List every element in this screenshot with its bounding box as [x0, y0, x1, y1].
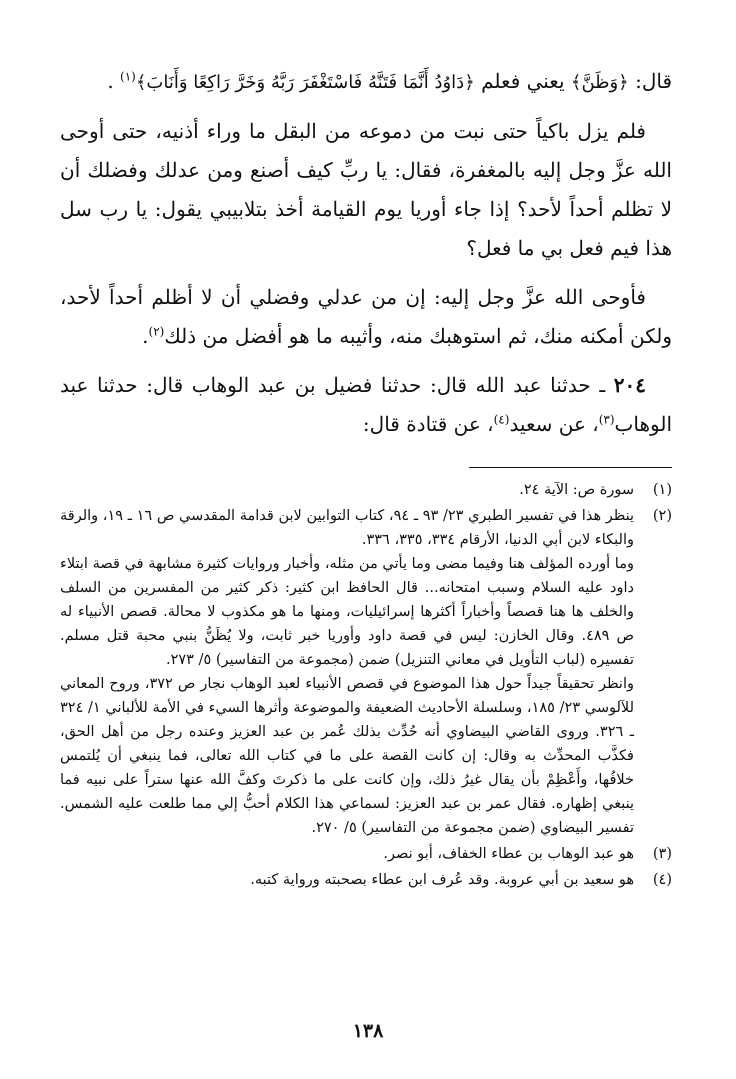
footnote-text: سورة ص: الآية ٢٤. — [519, 482, 634, 498]
page-number: ١٣٨ — [352, 1020, 384, 1042]
ayah-connector: يعني فعلم — [474, 69, 571, 93]
ayah-tail: . — [107, 69, 121, 93]
paragraph-revelation — [60, 278, 672, 356]
footnote-ref-4: (٤) — [493, 412, 510, 427]
footnote-text: ينظر هذا في تفسير الطبري ٢٣/ ٩٣ ـ ٩٤، كتاب التوابين لابن قدامة المقدسي ص ١٦ ـ ١٩، والرقة والبكاء لابن أبي الدنيا، الأرقام ٣٣٤، ٣٣٥، ٣٣٦. — [60, 508, 635, 548]
footnote-text: هو عبد الوهاب بن عطاء الخفاف، أبو نصر. — [383, 846, 634, 862]
isnad-part-3: ، عن قتادة قال: — [362, 412, 494, 436]
footnote-1 — [60, 478, 672, 502]
ayah-quote: ﴿دَاوُدُ أَنَّمَا فَتَنَّهُ فَاسْتَغْفَرَ رَبَّهُ وَخَرَّ رَاكِعًا وَأَنَابَ﴾ — [135, 72, 475, 93]
main-text — [60, 62, 672, 454]
footnote-3 — [60, 842, 672, 866]
footnote-4 — [60, 868, 672, 892]
revelation-tail: . — [142, 324, 149, 348]
paragraph-ayah — [60, 62, 672, 102]
ayah-quote-short: ﴿وَظَنَّ﴾ — [570, 72, 629, 93]
paragraph-weeping: فلم يزل باكياً حتى نبت من دموعه من البقل ما وراء أذنيه، حتى أوحى الله عزَّ وجل إليه بالمغفرة، فقال: يا ربِّ كيف أصنع ومن عدلك وفضلك أن لا تظلم أحداً لأحد؟ إذا جاء أوريا يوم القيامة أخذ بتلابيبي يقول: يا رب سل هذا فيم فعل بي ما فعل؟ — [60, 119, 672, 260]
footnote-2 — [60, 504, 672, 840]
footnote-text: وانظر تحقيقاً جيداً حول هذا الموضوع في قصص الأنبياء لعبد الوهاب نجار ص ٣٧٢، وروح المعاني للآلوسي ٢٣/ ١٨٥، وسلسلة الأحاديث الضعيفة والموضوعة وأثرها السيء في الأمة للألباني ١/ ٣٢٤ ـ ٣٢٦. وروى القاضي البيضاوي أنه حُدِّث بذلك عُمر بن عبد العزيز وعنده رجل من أهل الحق، فكذَّب المحدِّث به وقال: إن كانت القصة على ما في كتاب الله تعالى، فما ينبغي أن يُلتمس خلافُها، وأَعْظِمْ بأن يقال غيرُ ذلك، وإن كانت على ما ذكرتَ وكفَّ الله عنها ستراً على نبيه فما ينبغي إظهاره. فقال عمر بن عبد العزيز: لسماعي هذا الكلام أحبُّ إلي مما طلعت عليه الشمس. تفسير البيضاوي (ضمن مجموعة من التفاسير) ٥/ ٢٧٠. — [60, 676, 634, 836]
ayah-intro: قال: — [628, 69, 672, 93]
hadith-number: ٢٠٤ — [613, 373, 646, 397]
footnote-text: وما أورده المؤلف هنا وفيما مضى وما يأتي من مثله، وأخبار وروايات كثيرة مشابهة في قصة ابتلاء داود عليه السلام وسبب امتحانه... قال الحافظ ابن كثير: ذكر كثير من المفسرين من السلف والخلف ها هنا قصصاً وأخباراً أكثرها إسرائيليات، ومنها ما هو مكذوب لا محالة. قصص الأنبياء له ص ٤٨٩. وقال الخازن: ليس في قصة داود وأوريا خبر ثابت، ولا يُظَنُّ بنبي محبة قتل مسلم. تفسيره (لباب التأويل في معاني التنزيل) ضمن (مجموعة من التفاسير) ٥/ ٢٧٣. — [60, 556, 635, 668]
footnote-separator — [469, 467, 672, 468]
footnote-ref-3: (٣) — [598, 412, 615, 427]
revelation-text: فأوحى الله عزَّ وجل إليه: إن من عدلي وفضلي أن لا أظلم أحداً لأحد، ولكن أمكنه منك، ثم استوهبك منه، وأثيبه ما هو أفضل من ذلك — [60, 285, 672, 348]
footnote-number: (٢) — [652, 508, 672, 524]
isnad-part-1: ـ حدثنا عبد الله قال: حدثنا فضيل بن عبد الوهاب قال: حدثنا عبد الوهاب — [60, 373, 672, 436]
footnote-number: (٤) — [652, 872, 672, 888]
footnote-ref-1: (١) — [120, 69, 136, 84]
footnote-ref-2: (٢) — [148, 324, 165, 339]
footnote-number: (١) — [652, 482, 672, 498]
footnote-number: (٣) — [652, 846, 672, 862]
footnote-text: هو سعيد بن أبي عروبة. وقد عُرف ابن عطاء بصحبته ورواية كتبه. — [250, 872, 634, 888]
footnotes — [60, 478, 672, 894]
paragraph-hadith-204 — [60, 366, 672, 444]
isnad-part-2: ، عن سعيد — [509, 412, 599, 436]
